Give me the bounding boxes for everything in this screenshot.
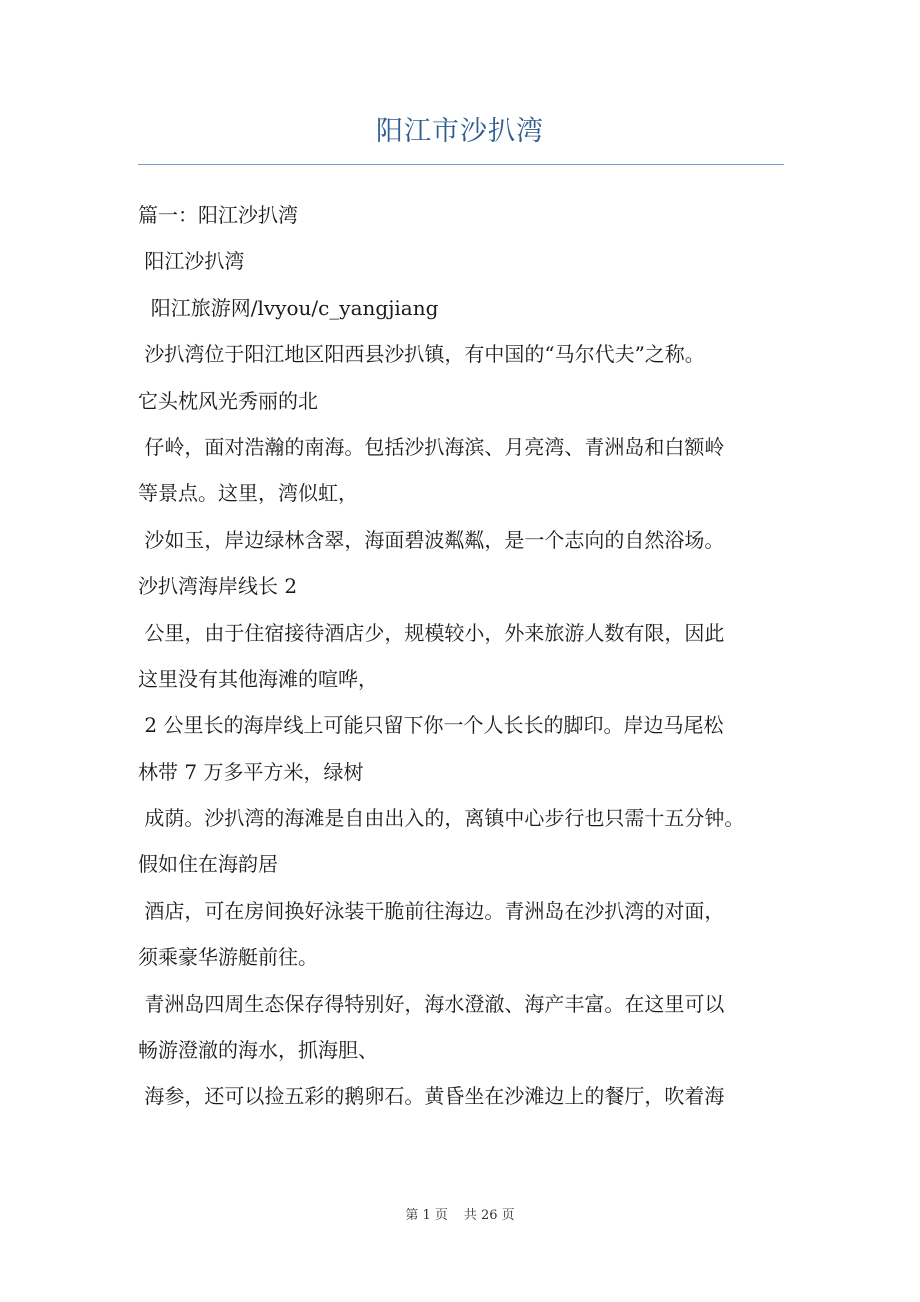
body-line: 沙扒湾位于阳江地区阳西县沙扒镇，有中国的“马尔代夫”之称。 bbox=[138, 342, 705, 367]
body-line: 等景点。这里，湾似虹， bbox=[138, 481, 358, 506]
page-number: 第 1 页 bbox=[405, 1208, 448, 1223]
body-line: 沙如玉，岸边绿林含翠，海面碧波粼粼，是一个志向的自然浴场。 bbox=[138, 527, 725, 552]
body-line: 仔岭，面对浩瀚的南海。包括沙扒海滨、月亮湾、青洲岛和白额岭 bbox=[138, 434, 725, 459]
body-line: 它头枕风光秀丽的北 bbox=[138, 388, 318, 413]
document-title: 阳江市沙扒湾 bbox=[376, 116, 544, 147]
document-body bbox=[138, 196, 788, 1124]
title-divider bbox=[138, 164, 784, 165]
body-line: 阳江旅游网/lvyou/c_yangjiang bbox=[138, 295, 439, 320]
page-footer bbox=[0, 1206, 920, 1226]
body-line: 阳江沙扒湾 bbox=[138, 249, 245, 274]
body-line: 酒店，可在房间换好泳装干脆前往海边。青洲岛在沙扒湾的对面， bbox=[138, 898, 725, 923]
body-line: 篇一：阳江沙扒湾 bbox=[138, 203, 298, 227]
body-line: 成荫。沙扒湾的海滩是自由出入的，离镇中心步行也只需十五分钟。 bbox=[138, 806, 745, 831]
body-line: 须乘豪华游艇前往。 bbox=[138, 945, 318, 970]
body-line: 林带 7 万多平方米，绿树 bbox=[138, 759, 364, 784]
body-line: 海参，还可以捡五彩的鹅卵石。黄昏坐在沙滩边上的餐厅，吹着海 bbox=[138, 1084, 725, 1109]
body-line: 畅游澄澈的海水，抓海胆、 bbox=[138, 1038, 378, 1063]
page-total: 共 26 页 bbox=[463, 1208, 515, 1223]
body-line: 公里，由于住宿接待酒店少，规模较小，外来旅游人数有限，因此 bbox=[138, 620, 725, 645]
body-line: 2 公里长的海岸线上可能只留下你一个人长长的脚印。岸边马尾松 bbox=[138, 713, 724, 738]
body-line: 沙扒湾海岸线长 2 bbox=[138, 574, 298, 599]
body-line: 假如住在海韵居 bbox=[138, 852, 278, 877]
body-line: 青洲岛四周生态保存得特别好，海水澄澈、海产丰富。在这里可以 bbox=[138, 991, 725, 1016]
body-line: 这里没有其他海滩的喧哗， bbox=[138, 666, 378, 691]
